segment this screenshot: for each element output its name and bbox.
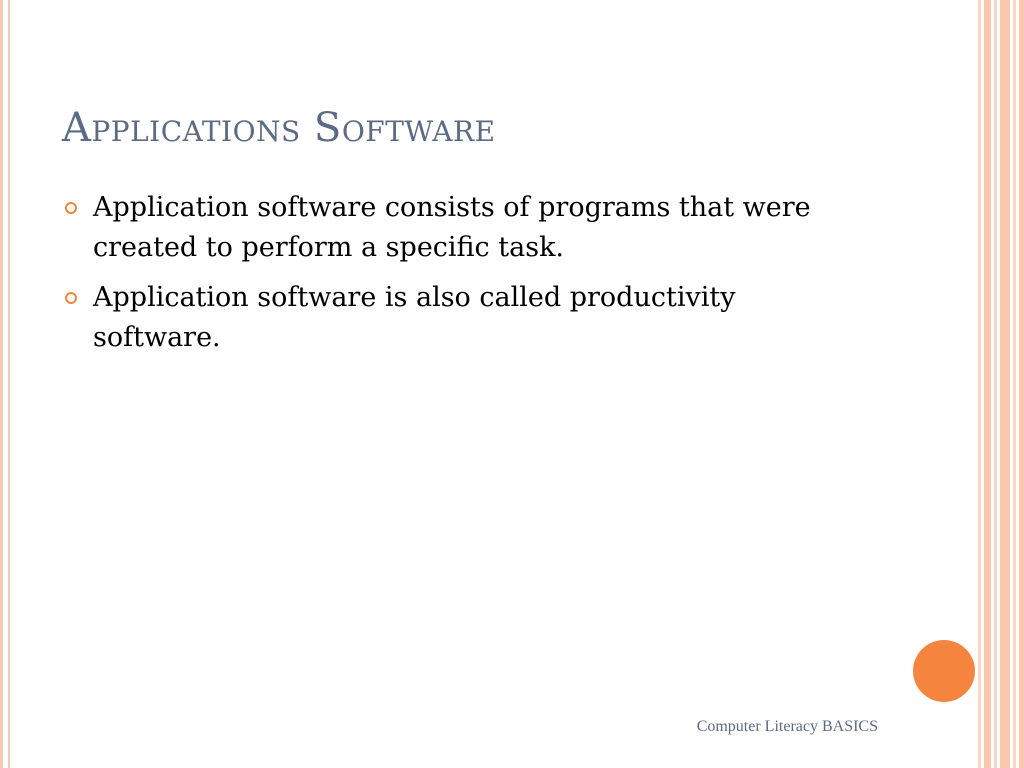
bullet-item [62,278,852,358]
orange-circle-decoration [913,640,975,702]
bullet-circle-icon [65,202,77,214]
right-stripe-1 [978,0,981,768]
right-stripe-2 [984,0,991,768]
right-stripe-5 [1013,0,1016,768]
bullet-circle-icon [65,292,77,304]
slide-title: Applications Software [62,105,496,151]
bullet-text: Application software consists of programs that were created to perform a specific task. [93,192,811,263]
bullet-item [62,188,852,268]
bullet-list [62,188,852,368]
left-border-outer [0,0,3,768]
right-stripe-3 [994,0,997,768]
bullet-text: Application software is also called productivity software. [93,282,736,353]
right-stripe-4 [1000,0,1010,768]
footer-text: Computer Literacy BASICS [696,718,878,735]
right-stripe-6 [1019,0,1024,768]
left-border-inner [8,0,10,768]
